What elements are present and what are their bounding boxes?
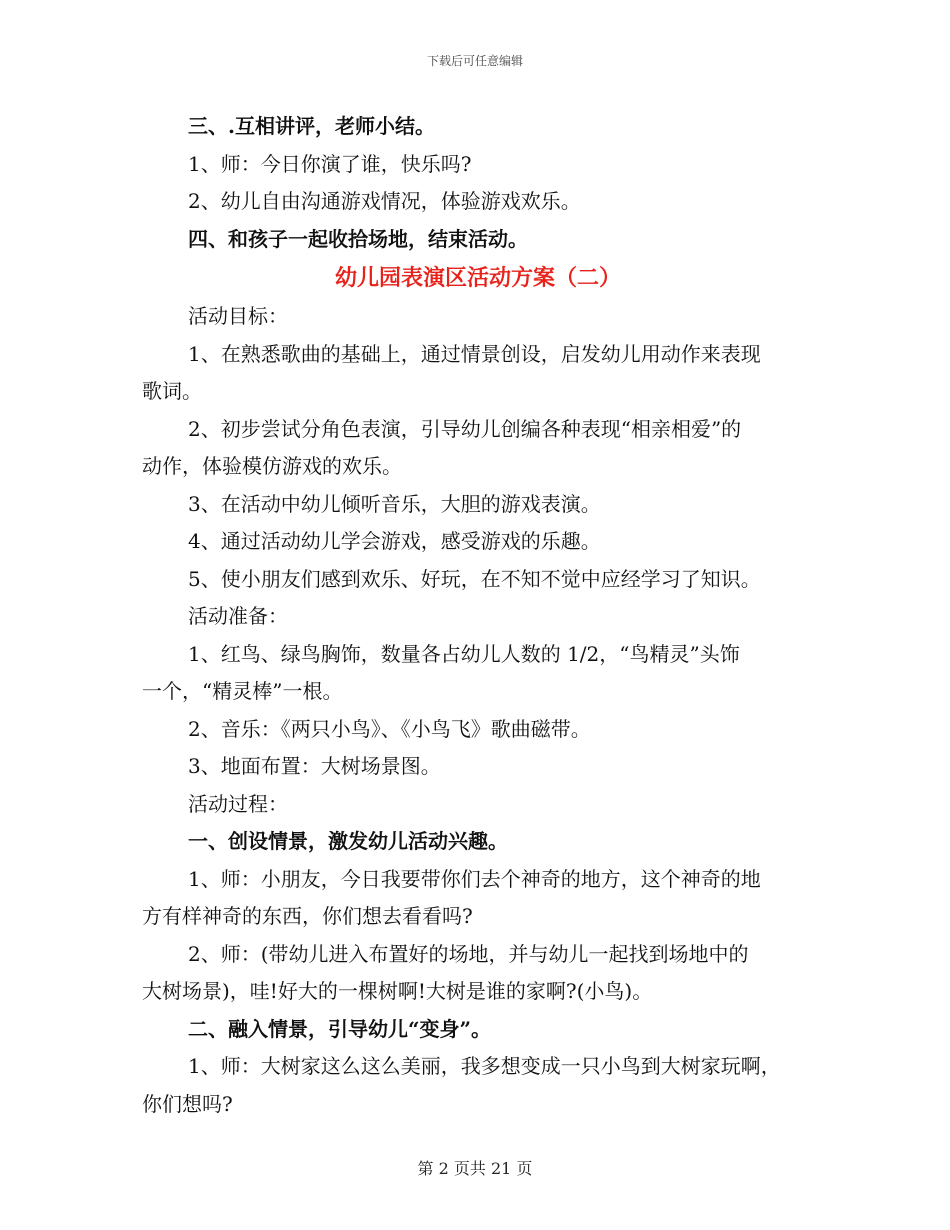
paragraph: 4、通过活动幼儿学会游戏，感受游戏的乐趣。 — [188, 529, 601, 553]
section-heading: 二、融入情景，引导幼儿“变身”。 — [188, 1016, 492, 1041]
section-heading: 三、.互相讲评，老师小结。 — [188, 114, 435, 138]
paragraph-continuation: 大树场景)，哇!好大的一棵树啊!大树是谁的家啊?(小鸟)。 — [142, 979, 653, 1003]
paragraph: 1、在熟悉歌曲的基础上，通过情景创设，启发幼儿用动作来表现 — [188, 341, 761, 366]
paragraph: 1、师：大树家这么这么美丽，我多想变成一只小鸟到大树家玩啊， — [188, 1054, 781, 1078]
paragraph: 5、使小朋友们感到欢乐、好玩，在不知不觉中应经学习了知识。 — [188, 566, 761, 591]
paragraph: 2、音乐：《两只小鸟》、《小鸟飞》歌曲磁带。 — [188, 716, 591, 741]
section-heading: 四、和孩子一起收拾场地，结束活动。 — [188, 226, 528, 251]
paragraph-continuation: 一个，“精灵棒”一根。 — [142, 679, 343, 703]
paragraph: 活动准备： — [188, 604, 288, 628]
paragraph: 1、师：小朋友，今日我要带你们去个神奇的地方，这个神奇的地 — [188, 866, 761, 891]
page-header: 下载后可任意编辑 — [426, 54, 523, 68]
paragraph-continuation: 歌词。 — [142, 379, 202, 403]
paragraph-continuation: 动作，体验模仿游戏的欢乐。 — [142, 454, 402, 478]
document-title: 幼儿园表演区活动方案（二） — [334, 265, 621, 291]
paragraph: 活动过程： — [188, 791, 288, 816]
paragraph-continuation: 你们想吗? — [142, 1091, 233, 1116]
page-footer: 第 2 页共 21 页 — [417, 1159, 533, 1178]
section-heading: 一、创设情景，激发幼儿活动兴趣。 — [188, 829, 508, 853]
paragraph: 2、幼儿自由沟通游戏情况，体验游戏欢乐。 — [188, 189, 581, 213]
paragraph: 2、初步尝试分角色表演，引导幼儿创编各种表现“相亲相爱”的 — [188, 416, 742, 441]
paragraph: 2、师：(带幼儿进入布置好的场地，并与幼儿一起找到场地中的 — [188, 941, 749, 966]
paragraph: 1、红鸟、绿鸟胸饰，数量各占幼儿人数的 1/2，“鸟精灵”头饰 — [188, 641, 740, 666]
document-body — [142, 108, 814, 1123]
paragraph-continuation: 方有样神奇的东西，你们想去看看吗? — [142, 904, 473, 928]
paragraph: 活动目标： — [188, 304, 288, 328]
paragraph: 3、在活动中幼儿倾听音乐，大胆的游戏表演。 — [188, 491, 601, 516]
paragraph: 1、师：今日你演了谁，快乐吗? — [188, 151, 472, 176]
paragraph: 3、地面布置：大树场景图。 — [188, 754, 441, 778]
